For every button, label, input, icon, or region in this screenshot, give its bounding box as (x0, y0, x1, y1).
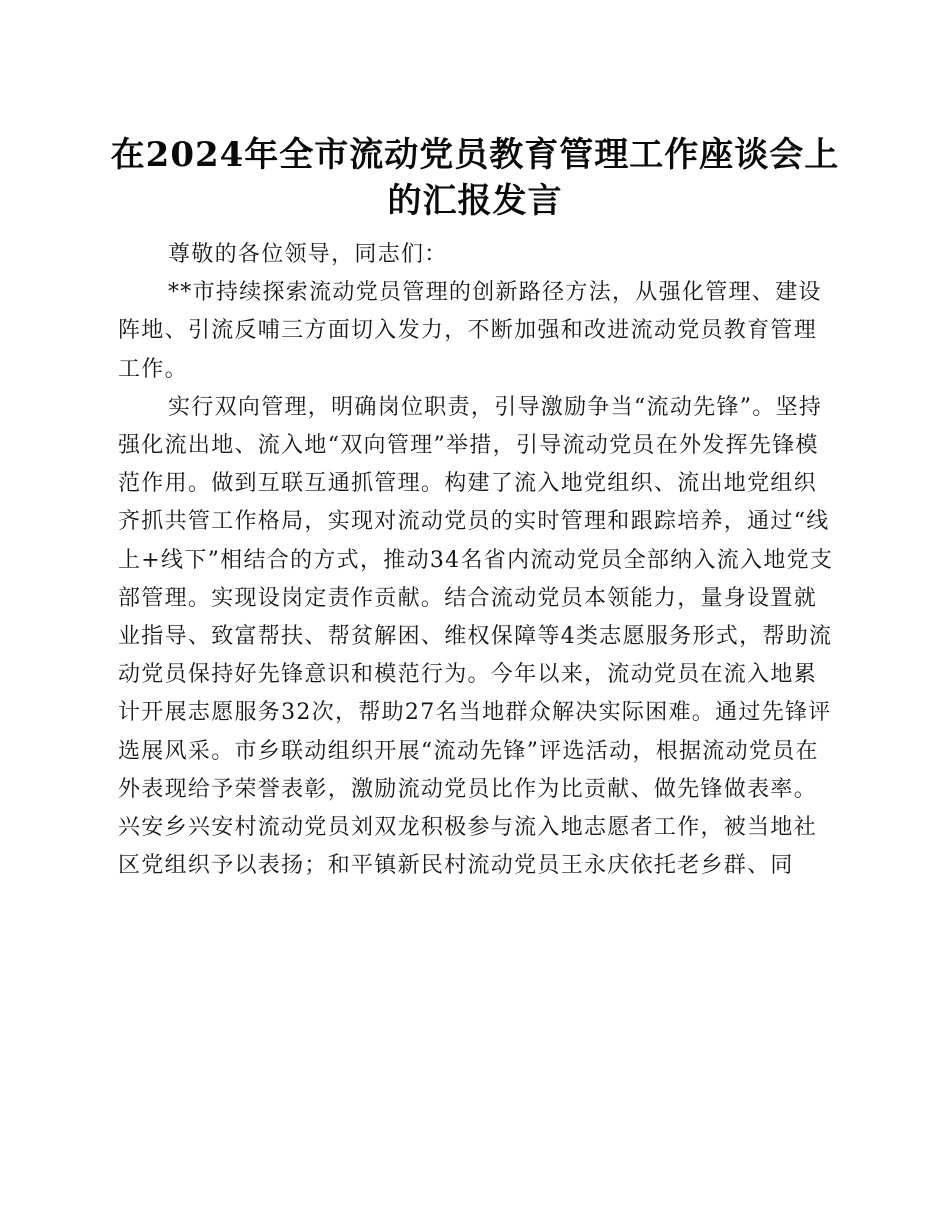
intro-paragraph: **市持续探索流动党员管理的创新路径方法，从强化管理、建设阵地、引流反哺三方面切入发力，不断加强和改进流动党员教育管理工作。 (118, 280, 822, 382)
body-paragraph-dual-management: 实行双向管理，明确岗位职责，引导激励争当“流动先锋”。坚持强化流出地、流入地“双向管理”举措，引导流动党员在外发挥先锋模范作用。做到互联互通抓管理。构建了流入地党组织、流出地党组织齐抓共管工作格局，实现对流动党员的实时管理和跟踪培养，通过“线上+线下”相结合的方式，推动34名省内流动党员全部纳入流入地党支部管理。实现设岗定责作贡献。结合流动党员本领能力，量身设置就业指导、致富帮扶、帮贫解困、维权保障等4类志愿服务形式，帮助流动党员保持好先锋意识和模范行为。今年以来，流动党员在流入地累计开展志愿服务32次，帮助27名当地群众解决实际困难。通过先锋评选展风采。市乡联动组织开展“流动先锋”评选活动，根据流动党员在外表现给予荣誉表彰，激励流动党员比作为比贡献、做先锋做表率。兴安乡兴安村流动党员刘双龙积极参与流入地志愿者工作，被当地社区党组织予以表扬；和平镇新民村流动党员王永庆依托老乡群、同 (118, 394, 834, 879)
document-title: 在2024年全市流动党员教育管理工作座谈会上的汇报发言 (110, 135, 840, 221)
document-body (118, 236, 838, 885)
salutation-paragraph: 尊敬的各位领导，同志们： (168, 242, 448, 267)
